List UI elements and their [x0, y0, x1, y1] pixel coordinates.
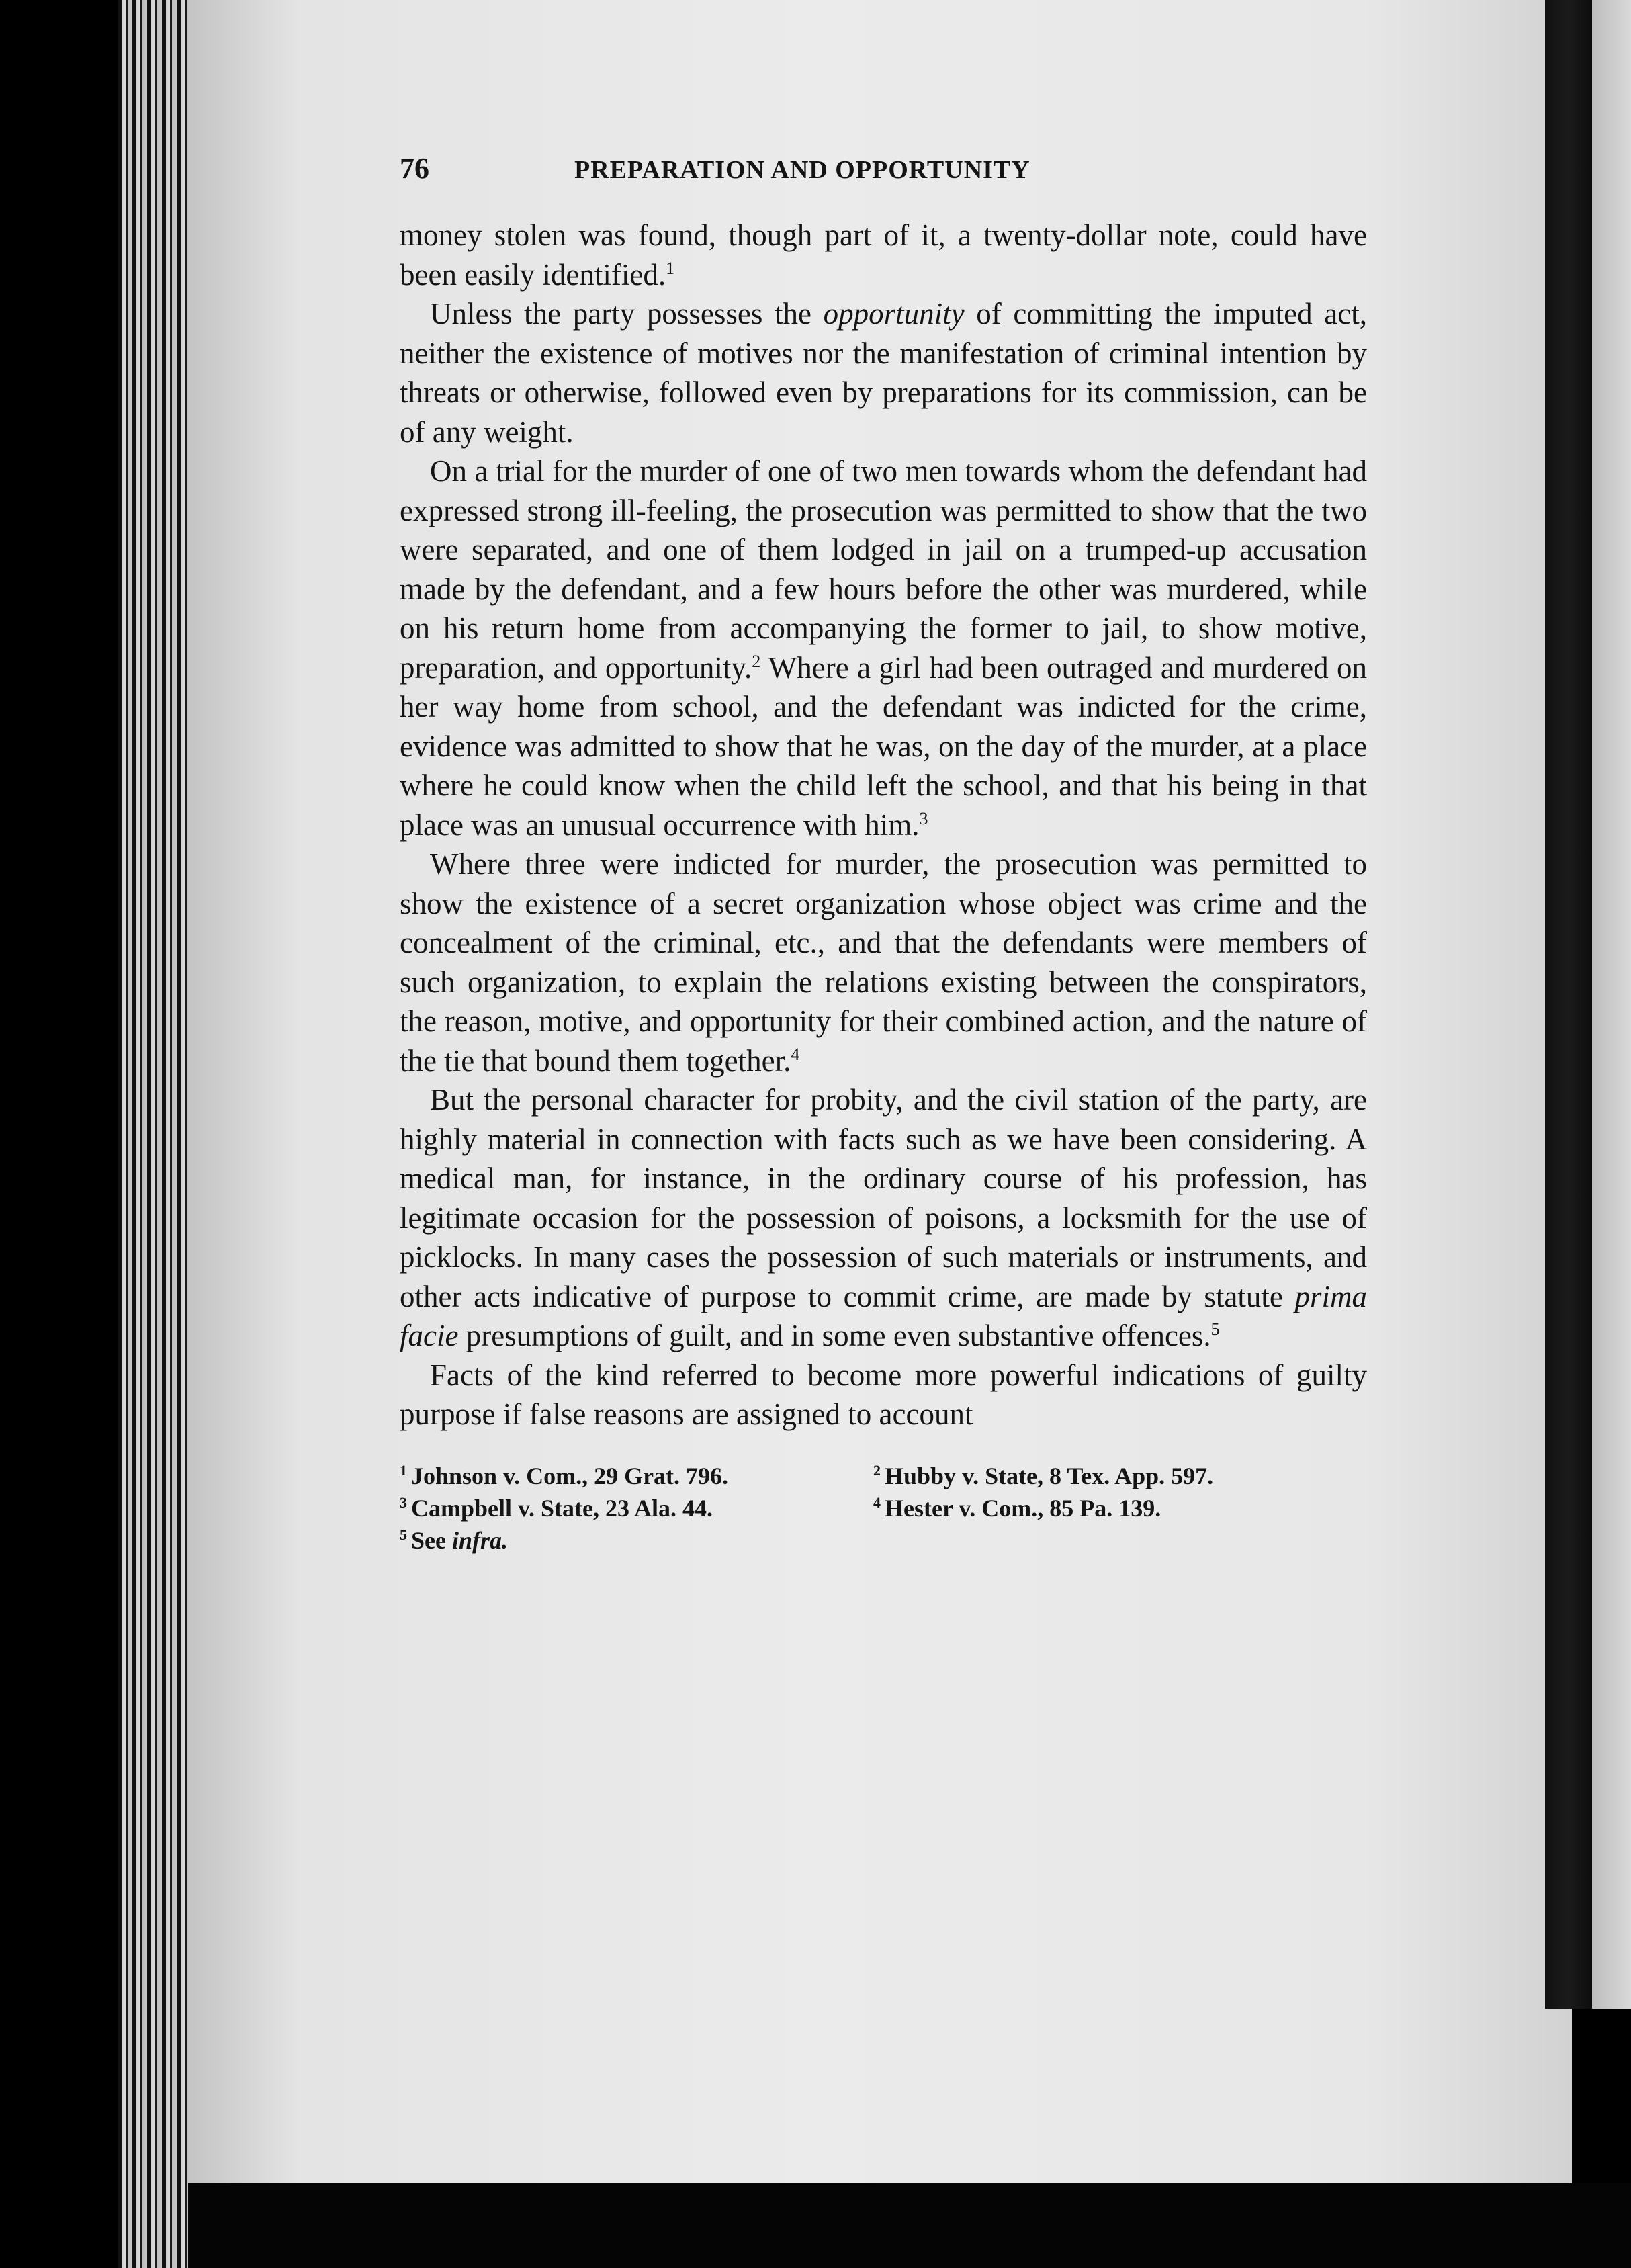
- paragraph-text: Where three were indicted for murder, the prosecution was permitted to show the existence of a secret organization whose object was crime and the concealment of the criminal, etc., and that the defendants were members of such organization, to explain the relations existing between the conspirators, the reason, motive, and opportunity for their combined action, and the nature of the tie that bound them together.: [400, 847, 1367, 1078]
- paragraph-text: But the personal character for probity, and the civil station of the party, are highly material in connection with facts such as we have been considering. A medical man, for instance, in the ordinary course of his profession, has legitimate occasion for the possession of poisons, a locksmith for the use of picklocks. In many cases the possession of such materials or instruments, and other acts indicative of purpose to commit crime, are made by statute: [400, 1083, 1367, 1313]
- footnote-ref: 1: [666, 258, 675, 278]
- page-edges-left: [118, 0, 198, 2268]
- running-title: PREPARATION AND OPPORTUNITY: [574, 156, 1030, 184]
- facing-page-sliver: [1592, 0, 1631, 2009]
- footnote: [873, 1493, 1343, 1523]
- paragraph-text: Unless the party possesses the: [430, 297, 824, 331]
- footnote-text: Hubby v. State, 8 Tex. App. 597.: [885, 1462, 1214, 1489]
- page-number: 76: [400, 152, 429, 185]
- footnote-number: 1: [400, 1461, 407, 1479]
- bottom-shadow: [188, 2183, 1631, 2268]
- paragraph: [400, 1356, 1367, 1434]
- paragraph-text: Facts of the kind referred to become more powerful indications of guilty purpose if false reasons are assigned to account: [400, 1358, 1367, 1431]
- footnote-number: 4: [873, 1493, 881, 1511]
- footnote: [400, 1493, 873, 1523]
- footnote-text: See: [411, 1526, 452, 1554]
- footnote-text: Campbell v. State, 23 Ala. 44.: [411, 1494, 713, 1522]
- paragraph: [400, 451, 1367, 844]
- paragraph-text: money stolen was found, though part of it, a twenty-dollar note, could have been easily identified.: [400, 218, 1367, 292]
- paragraph-text: presumptions of guilt, and in some even substantive offences.: [458, 1319, 1211, 1352]
- paragraph: [400, 294, 1367, 451]
- footnote: [400, 1526, 873, 1555]
- footnote-number: 5: [400, 1526, 407, 1543]
- italic-term: infra.: [451, 1526, 509, 1554]
- paragraph: [400, 216, 1367, 294]
- footnote-ref: 4: [791, 1044, 800, 1064]
- binding-gutter: [1545, 0, 1592, 2009]
- footnote-number: 3: [400, 1493, 407, 1511]
- footnote-ref: 2: [752, 651, 761, 671]
- footnote-text: Johnson v. Com., 29 Grat. 796.: [411, 1462, 729, 1489]
- paragraph: [400, 844, 1367, 1080]
- paragraph-text: of committing the imputed act, neither the existence of motives nor the manifestation of criminal intention by threats or otherwise, followed even by preparations for its commission, can be of any weight.: [400, 297, 1367, 449]
- footnote-ref: 5: [1210, 1319, 1220, 1339]
- paragraph: [400, 1080, 1367, 1356]
- footnotes: [400, 1461, 1367, 1555]
- paragraph-text: Where a girl had been outraged and murdered on her way home from school, and the defendant was indicted for the crime, evidence was admitted to show that he was, on the day of the murder, at a place where he could know when the child left the school, and that his being in that place was an unusual occurrence with him.: [400, 650, 1367, 842]
- text-block: [400, 151, 1367, 1555]
- footnote-number: 2: [873, 1461, 881, 1479]
- italic-term: prima facie: [400, 1279, 1367, 1352]
- footnote-ref: 3: [919, 808, 928, 828]
- italic-term: opportunity: [823, 297, 965, 331]
- paragraph-text: On a trial for the murder of one of two men towards whom the defendant had expressed strong ill-feeling, the prosecution was permitted to show that the two were separated, and one of them lodged in jail on a trumped-up accusation made by the defendant, and a few hours before the other was murdered, while on his return home from accompanying the former to jail, to show motive, preparation, and opportunity.: [400, 454, 1367, 685]
- running-head: [400, 151, 1367, 208]
- footnote: [873, 1461, 1343, 1491]
- footnote: [400, 1461, 873, 1491]
- footnote-text: Hester v. Com., 85 Pa. 139.: [885, 1494, 1161, 1522]
